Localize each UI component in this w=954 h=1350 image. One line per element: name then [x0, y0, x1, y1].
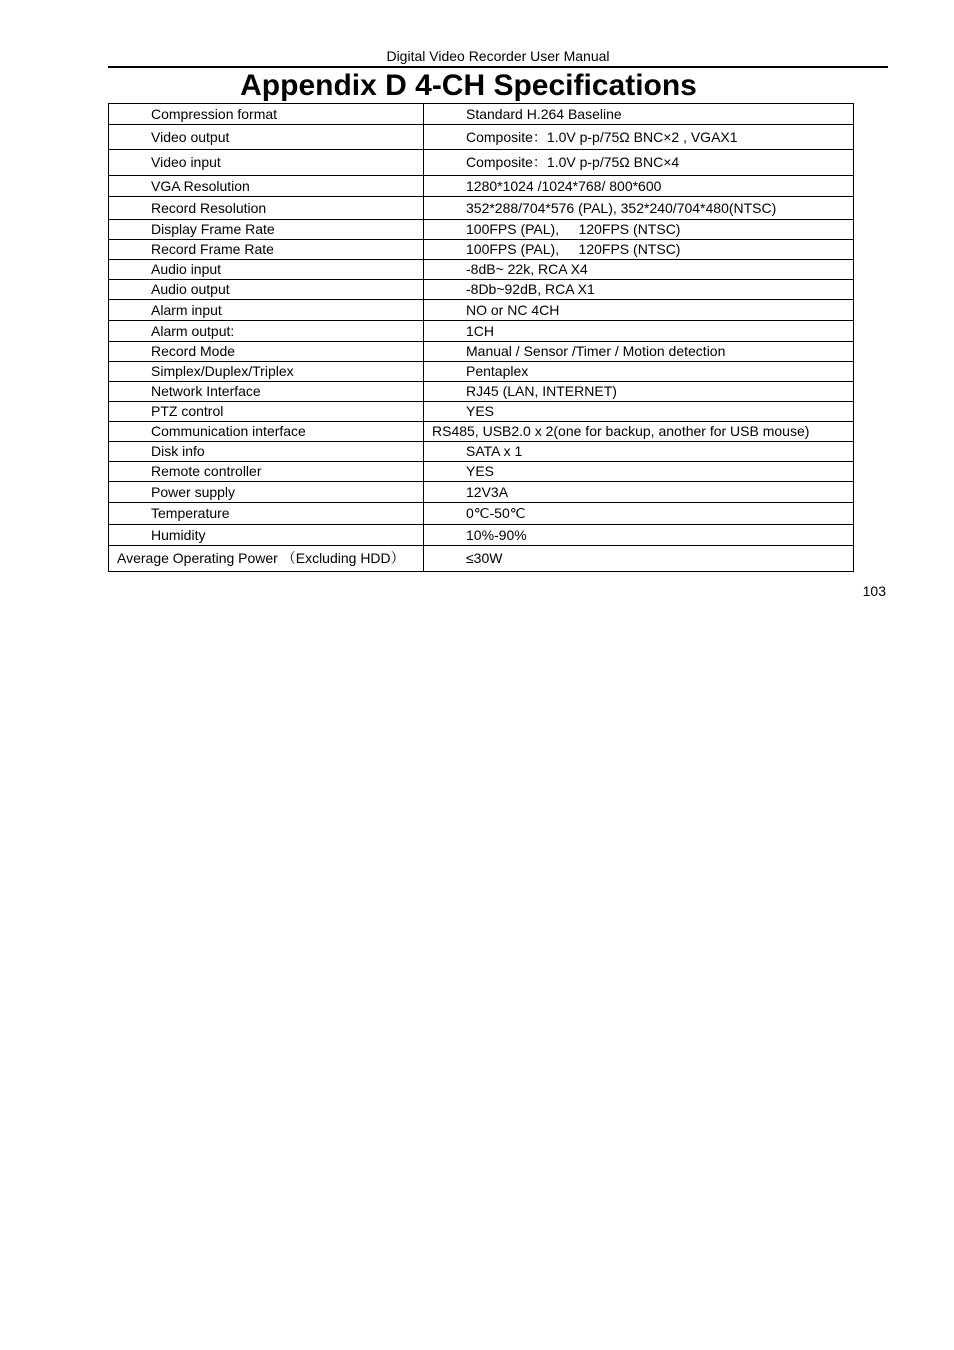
spec-value: 1CH	[424, 321, 854, 342]
spec-name: Alarm output:	[109, 321, 424, 342]
table-row	[109, 280, 854, 300]
table-row	[109, 382, 854, 402]
spec-name: Video input	[109, 150, 424, 176]
table-row	[109, 104, 854, 125]
spec-value: YES	[424, 402, 854, 422]
spec-name: Temperature	[109, 503, 424, 525]
spec-name: Disk info	[109, 442, 424, 462]
spec-value: 1280*1024 /1024*768/ 800*600	[424, 176, 854, 197]
spec-value: 100FPS (PAL), 120FPS (NTSC)	[424, 240, 854, 260]
spec-value: -8Db~92dB, RCA X1	[424, 280, 854, 300]
spec-name: Power supply	[109, 482, 424, 503]
spec-value: RJ45 (LAN, INTERNET)	[424, 382, 854, 402]
table-row	[109, 546, 854, 572]
spec-name: Average Operating Power （Excluding HDD）	[109, 546, 424, 572]
spec-name: VGA Resolution	[109, 176, 424, 197]
spec-value: -8dB~ 22k, RCA X4	[424, 260, 854, 280]
table-row	[109, 260, 854, 280]
spec-name: Communication interface	[109, 422, 424, 442]
spec-name: Humidity	[109, 525, 424, 546]
table-row	[109, 197, 854, 220]
spec-name: Record Mode	[109, 342, 424, 362]
spec-name: Record Resolution	[109, 197, 424, 220]
spec-name: Display Frame Rate	[109, 220, 424, 240]
spec-name: Alarm input	[109, 300, 424, 321]
table-row	[109, 240, 854, 260]
table-row	[109, 525, 854, 546]
table-row	[109, 362, 854, 382]
table-row	[109, 125, 854, 150]
running-header: Digital Video Recorder User Manual	[386, 48, 610, 64]
spec-value: RS485, USB2.0 x 2(one for backup, another for USB mouse)	[424, 422, 854, 442]
spec-name: Compression format	[109, 104, 424, 125]
spec-value: 352*288/704*576 (PAL), 352*240/704*480(NTSC)	[424, 197, 854, 220]
spec-name: Audio input	[109, 260, 424, 280]
table-row	[109, 176, 854, 197]
spec-name: Audio output	[109, 280, 424, 300]
spec-name: Network Interface	[109, 382, 424, 402]
spec-value: Composite：1.0V p-p/75Ω BNC×2 , VGAX1	[424, 125, 854, 150]
spec-value: 100FPS (PAL), 120FPS (NTSC)	[424, 220, 854, 240]
spec-value: 0℃-50℃	[424, 503, 854, 525]
spec-value: SATA x 1	[424, 442, 854, 462]
spec-value: 12V3A	[424, 482, 854, 503]
table-row	[109, 422, 854, 442]
spec-value: Manual / Sensor /Timer / Motion detection	[424, 342, 854, 362]
spec-name: PTZ control	[109, 402, 424, 422]
spec-value: YES	[424, 462, 854, 482]
spec-value: Composite：1.0V p-p/75Ω BNC×4	[424, 150, 854, 176]
spec-value: NO or NC 4CH	[424, 300, 854, 321]
table-row	[109, 300, 854, 321]
spec-value: Pentaplex	[424, 362, 854, 382]
table-row	[109, 321, 854, 342]
table-row	[109, 442, 854, 462]
spec-name: Remote controller	[109, 462, 424, 482]
specifications-table	[108, 103, 854, 572]
spec-name: Video output	[109, 125, 424, 150]
page-number: 103	[862, 583, 886, 599]
table-row	[109, 482, 854, 503]
page-title: Appendix D 4-CH Specifications	[240, 69, 697, 102]
spec-value: 10%-90%	[424, 525, 854, 546]
table-row	[109, 462, 854, 482]
table-row	[109, 402, 854, 422]
table-row	[109, 342, 854, 362]
table-row	[109, 503, 854, 525]
spec-value: ≤30W	[424, 546, 854, 572]
spec-name: Simplex/Duplex/Triplex	[109, 362, 424, 382]
spec-name: Record Frame Rate	[109, 240, 424, 260]
spec-value: Standard H.264 Baseline	[424, 104, 854, 125]
table-row	[109, 220, 854, 240]
table-row	[109, 150, 854, 176]
